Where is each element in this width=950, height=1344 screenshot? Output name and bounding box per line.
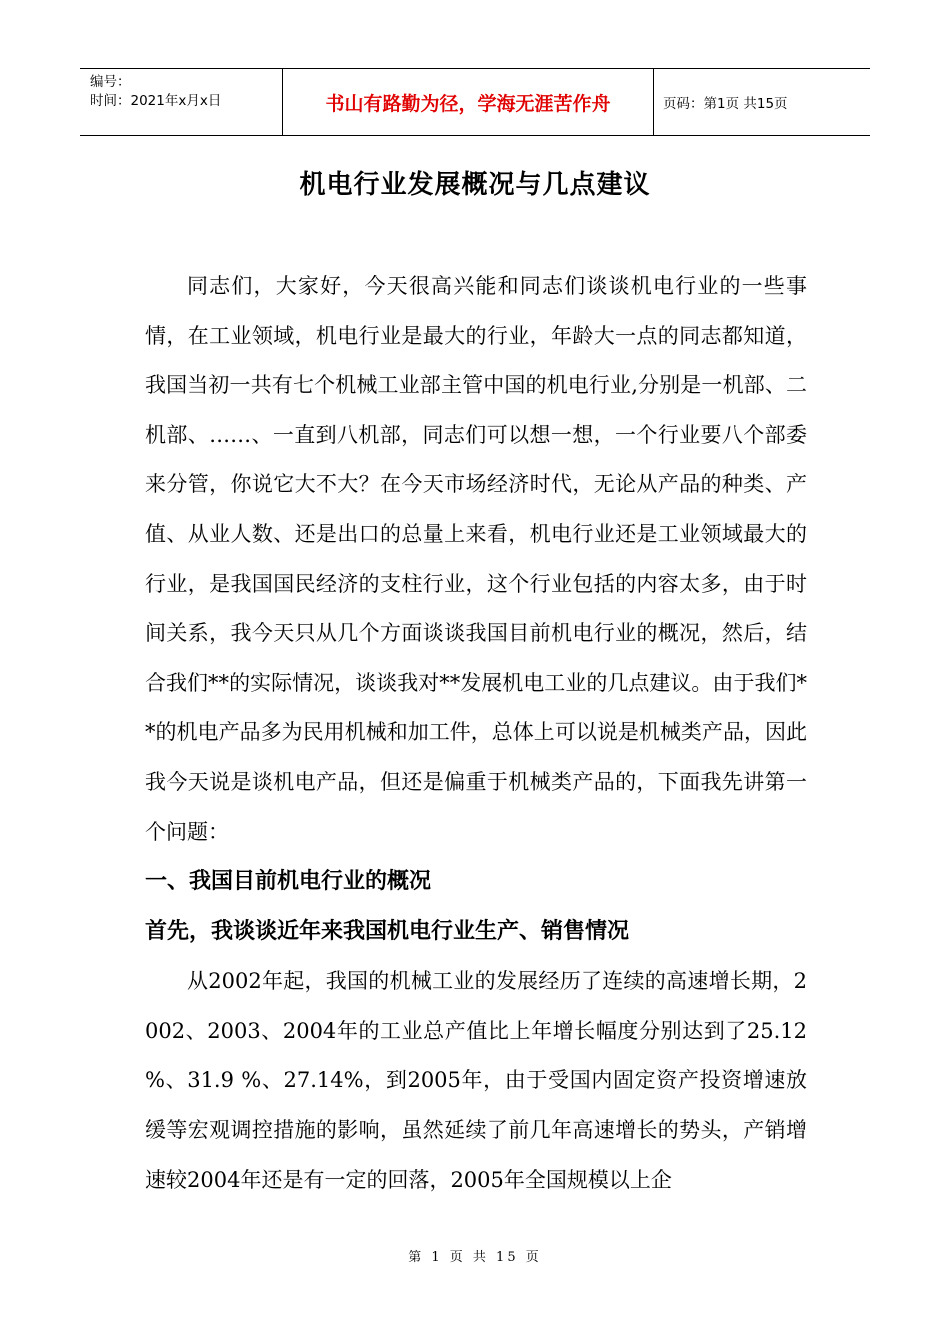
header-meta	[80, 69, 282, 135]
section-heading-1: 一、我国目前机电行业的概况	[145, 869, 432, 895]
intro-paragraph: 同志们，大家好，今天很高兴能和同志们谈谈机电行业的一些事情，在工业领域，机电行业是最大的行业，年龄大一点的同志都知道，我国当初一共有七个机械工业部主管中国的机电行业,分别是一机部、二机部、……、一直到八机部，同志们可以想一想，一个行业要八个部委来分管，你说它大不大？在今天市场经济时代，无论从产品的种类、产值、从业人数、还是出口的总量上来看，机电行业还是工业领域最大的行业，是我国国民经济的支柱行业，这个行业包括的内容太多，由于时间关系，我今天只从几个方面谈谈我国目前机电行业的概况，然后，结合我们**的实际情况，谈谈我对**发展机电工业的几点建议。由于我们**的机电产品多为民用机械和加工件，总体上可以说是机械类产品，因此我今天说是谈机电产品，但还是偏重于机械类产品的，下面我先讲第一个问题：	[145, 274, 807, 844]
production-paragraph: 从2002年起，我国的机械工业的发展经历了连续的高速增长期，2002、2003、2004年的工业总产值比上年增长幅度分别达到了25.12 %、31.9 %、27.14%，到2005年，由于受国内固定资产投资增速放缓等宏观调控措施的影响，虽然延续了前几年高速增长的势头，产销增速较2004年还是有一定的回落，2005年全国规模以上企	[145, 969, 807, 1192]
header-motto: 书山有路勤为径，学海无涯苦作舟	[282, 69, 654, 135]
document-date-label: 时间：2021年x月x日	[90, 93, 222, 109]
document-body	[145, 262, 807, 1205]
page-footer: 第 1 页 共 15 页	[408, 1250, 542, 1265]
document-title: 机电行业发展概况与几点建议	[299, 170, 651, 200]
subsection-heading: 首先，我谈谈近年来我国机电行业生产、销售情况	[145, 919, 630, 945]
header-page-info: 页码：第1页 共15页	[663, 96, 788, 112]
document-header	[80, 68, 870, 136]
document-number-label: 编号：	[90, 74, 131, 90]
